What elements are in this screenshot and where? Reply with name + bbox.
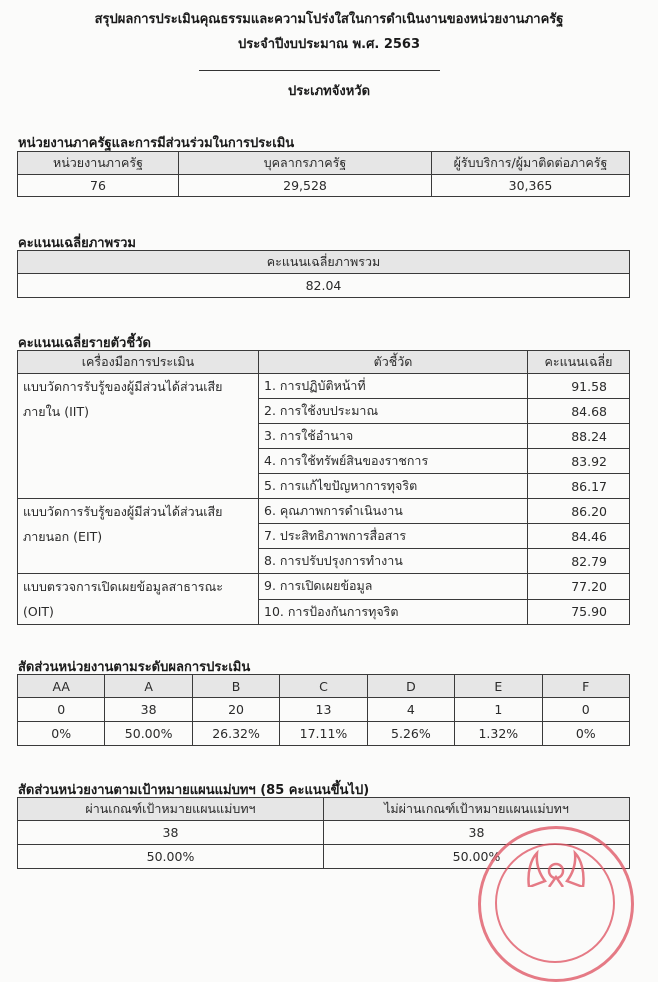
title-divider	[199, 70, 440, 71]
official-seal-icon	[478, 826, 634, 982]
pass-percent: 50.00%	[18, 845, 324, 869]
overall-heading: คะแนนเฉลี่ยภาพรวม	[18, 236, 137, 251]
grade-percent: 1.32%	[455, 722, 542, 746]
service-users-count: 30,365	[432, 175, 630, 197]
grade-e: E	[455, 675, 542, 698]
overall-score: 82.04	[18, 274, 630, 298]
tool-eit	[18, 499, 259, 574]
grade-count: 0	[18, 698, 105, 722]
participation-table	[17, 151, 630, 197]
grades-heading: สัดส่วนหน่วยงานตามระดับผลการประเมิน	[18, 660, 251, 675]
grade-count: 1	[455, 698, 542, 722]
indicator-name: 2. การใช้งบประมาณ	[259, 399, 528, 424]
tool-eit-line1: แบบวัดการรับรู้ของผู้มีส่วนได้ส่วนเสีย	[23, 504, 223, 519]
indicator-score: 77.20	[528, 574, 630, 600]
indicator-name: 3. การใช้อำนาจ	[259, 424, 528, 449]
grade-percent: 0%	[18, 722, 105, 746]
indicator-name: 5. การแก้ไขปัญหาการทุจริต	[259, 474, 528, 499]
target-heading: สัดส่วนหน่วยงานตามเป้าหมายแผนแม่บทฯ (85 คะแนนขึ้นไป)	[18, 783, 370, 798]
indicator-score: 84.46	[528, 524, 630, 549]
tool-iit-line2: ภายใน (IIT)	[23, 404, 89, 419]
indicator-score: 82.79	[528, 549, 630, 574]
indicator-name: 9. การเปิดเผยข้อมูล	[259, 574, 528, 600]
grade-b: B	[192, 675, 279, 698]
indicator-name: 7. ประสิทธิภาพการสื่อสาร	[259, 524, 528, 549]
col-pass: ผ่านเกณฑ์เป้าหมายแผนแม่บทฯ	[18, 798, 324, 821]
grade-c: C	[280, 675, 367, 698]
col-score: คะแนนเฉลี่ย	[528, 351, 630, 374]
col-tool: เครื่องมือการประเมิน	[18, 351, 259, 374]
grade-f: F	[542, 675, 629, 698]
indicator-name: 4. การใช้ทรัพย์สินของราชการ	[259, 449, 528, 474]
grade-count: 13	[280, 698, 367, 722]
agencies-count: 76	[18, 175, 179, 197]
grade-a: A	[105, 675, 192, 698]
grade-percent: 50.00%	[105, 722, 192, 746]
document-title-line2: ประจำปีงบประมาณ พ.ศ. 2563	[237, 37, 421, 52]
col-indicator: ตัวชี้วัด	[259, 351, 528, 374]
indicator-score: 86.20	[528, 499, 630, 524]
col-agencies: หน่วยงานภาครัฐ	[18, 152, 179, 175]
tool-iit-line1: แบบวัดการรับรู้ของผู้มีส่วนได้ส่วนเสีย	[23, 379, 223, 394]
indicators-table	[17, 350, 630, 625]
overall-table	[17, 250, 630, 298]
category-label: ประเภทจังหวัด	[287, 84, 371, 99]
indicators-heading: คะแนนเฉลี่ยรายตัวชี้วัด	[18, 336, 151, 351]
indicator-score: 86.17	[528, 474, 630, 499]
staff-count: 29,528	[179, 175, 432, 197]
indicator-score: 75.90	[528, 599, 630, 625]
grade-aa: AA	[18, 675, 105, 698]
tool-oit-line2: (OIT)	[23, 604, 54, 619]
document-title-line1: สรุปผลการประเมินคุณธรรมและความโปร่งใสในการดำเนินงานของหน่วยงานภาครัฐ	[94, 12, 564, 27]
indicator-score: 88.24	[528, 424, 630, 449]
fail-count: 38	[324, 821, 630, 845]
grade-count: 20	[192, 698, 279, 722]
grade-percent: 26.32%	[192, 722, 279, 746]
tool-iit	[18, 374, 259, 499]
garuda-emblem-icon	[521, 847, 591, 887]
grade-percent: 5.26%	[367, 722, 454, 746]
col-overall: คะแนนเฉลี่ยภาพรวม	[18, 251, 630, 274]
col-staff: บุคลากรภาครัฐ	[179, 152, 432, 175]
indicator-name: 10. การป้องกันการทุจริต	[259, 599, 528, 625]
indicator-score: 84.68	[528, 399, 630, 424]
indicator-name: 1. การปฏิบัติหน้าที่	[259, 374, 528, 399]
pass-count: 38	[18, 821, 324, 845]
fail-percent: 50.00%	[324, 845, 630, 869]
grade-count: 38	[105, 698, 192, 722]
grade-count: 4	[367, 698, 454, 722]
indicator-score: 83.92	[528, 449, 630, 474]
grades-table	[17, 674, 630, 746]
grade-d: D	[367, 675, 454, 698]
tool-oit	[18, 574, 259, 625]
col-fail: ไม่ผ่านเกณฑ์เป้าหมายแผนแม่บทฯ	[324, 798, 630, 821]
tool-eit-line2: ภายนอก (EIT)	[23, 529, 103, 544]
participation-heading: หน่วยงานภาครัฐและการมีส่วนร่วมในการประเมิน	[18, 136, 295, 151]
indicator-score: 91.58	[528, 374, 630, 399]
col-service-users: ผู้รับบริการ/ผู้มาติดต่อภาครัฐ	[432, 152, 630, 175]
tool-oit-line1: แบบตรวจการเปิดเผยข้อมูลสาธารณะ	[23, 579, 223, 594]
grade-percent: 0%	[542, 722, 629, 746]
indicator-name: 8. การปรับปรุงการทำงาน	[259, 549, 528, 574]
grade-count: 0	[542, 698, 629, 722]
indicator-name: 6. คุณภาพการดำเนินงาน	[259, 499, 528, 524]
grade-percent: 17.11%	[280, 722, 367, 746]
